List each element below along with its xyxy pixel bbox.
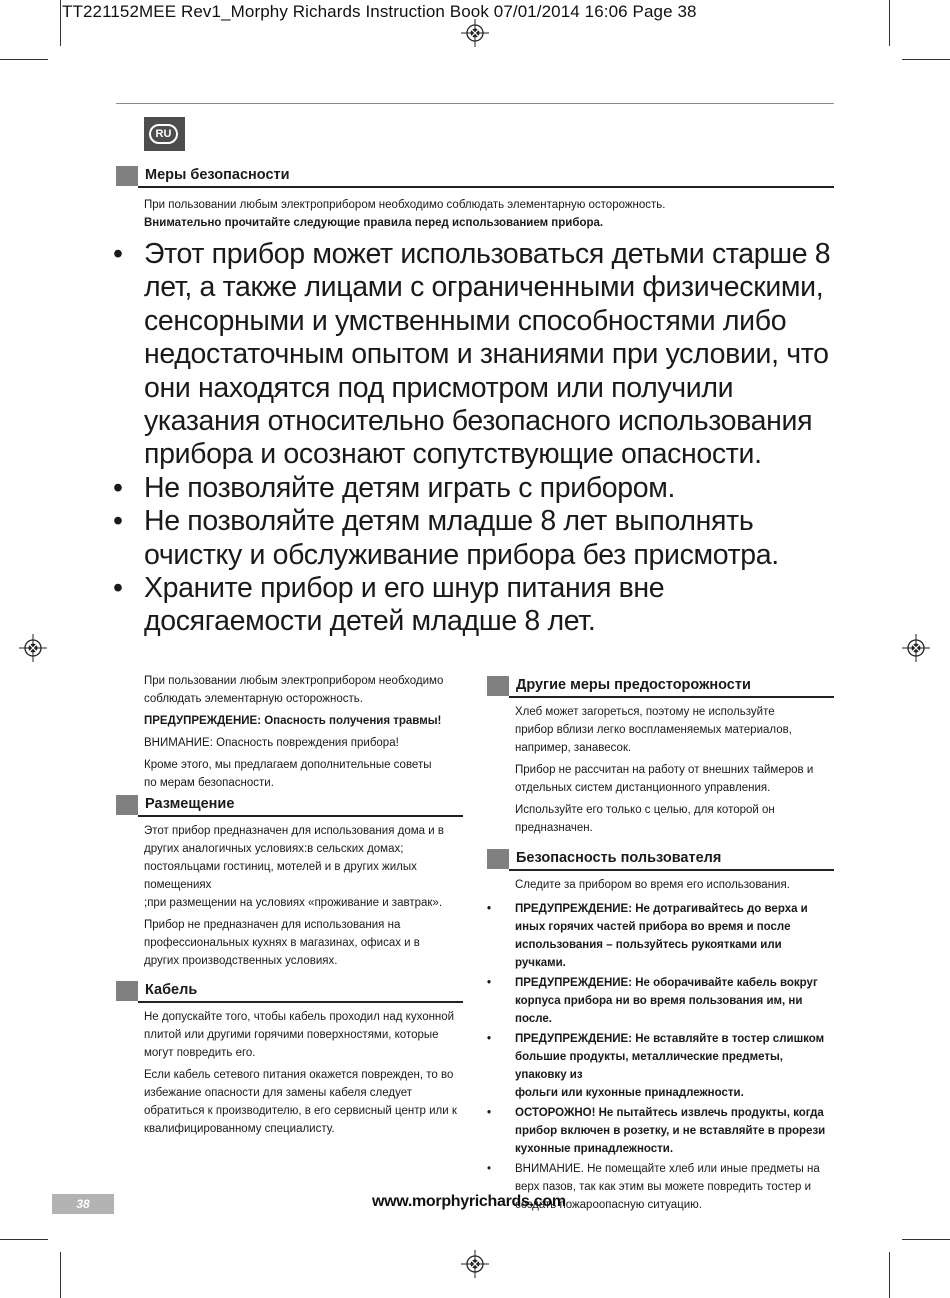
print-header: TT221152MEE Rev1_Morphy Richards Instruction Book 07/01/2014 16:06 Page 38 bbox=[62, 2, 697, 21]
registration-mark-icon bbox=[461, 1250, 489, 1278]
crop-mark bbox=[60, 0, 61, 46]
other-text: Хлеб может загореться, поэтому не используйте прибор вблизи легко воспламеняемых материалов, например, занавесок. Прибор не рассчитан на работу от внешних таймеров и отдельных систем дистанционного управления. Используйте его только с целью, для которой он предназначен. bbox=[515, 706, 814, 834]
list-item: • ОСТОРОЖНО! Не пытайтесь извлечь продукты, когда прибор включен в розетку, и не вставляйте в прорези кухонные принадлежности. bbox=[487, 1107, 826, 1155]
placement-text: Этот прибор предназначен для использования дома и в других аналогичных условиях:в сельских домах; постояльцами гостиниц, мотелей и в других жилых помещениях ;при размещении на условиях «проживание и завтрак». Прибор не предназначен для использования на профессиональных кухнях в магазинах, офисах и в других производственных условиях. bbox=[144, 825, 444, 967]
list-item: • Этот прибор может использоваться детьми старше 8 лет, а также лицами с ограниченными физическими, сенсорными и умственными способностями либо недостаточным опытом и знаниями при условии, что они находятся под присмотром или получили указания относительно безопасного использования прибора и осознают сопутствующие опасности. bbox=[113, 238, 831, 471]
language-badge: RU bbox=[144, 117, 185, 151]
section-title: Другие меры предосторожности bbox=[516, 677, 751, 693]
list-item: • ПРЕДУПРЕЖДЕНИЕ: Не вставляйте в тостер слишком большие продукты, металлические предметы, упаковку из фольги или кухонные принадлежности. bbox=[487, 1033, 825, 1099]
user-safety-intro: Следите за прибором во время его использования. bbox=[515, 879, 790, 891]
section-title: Безопасность пользователя bbox=[516, 850, 722, 866]
crop-mark bbox=[0, 59, 48, 60]
registration-mark-icon bbox=[19, 634, 47, 662]
cable-text: Не допускайте того, чтобы кабель проходил над кухонной плитой или другими горячими поверхностями, которые могут повредить его. Если кабель сетевого питания окажется поврежден, то во избежание опасности для замены кабеля следует обратиться к производителю, в его сервисный центр или к квалифицированному специалисту. bbox=[144, 1011, 457, 1135]
registration-mark-icon bbox=[902, 634, 930, 662]
section-header-cable bbox=[116, 981, 463, 1003]
list-item: • ПРЕДУПРЕЖДЕНИЕ: Не оборачивайте кабель вокруг корпуса прибора ни во время пользования им, ни после. bbox=[487, 977, 818, 1025]
website-url[interactable]: www.morphyrichards.com bbox=[372, 1193, 566, 1210]
list-item: • Не позволяйте детям младше 8 лет выполнять очистку и обслуживание прибора без присмотра. bbox=[113, 505, 779, 571]
section-header-safety bbox=[116, 166, 834, 188]
safety-intro: При пользовании любым электроприбором необходимо соблюдать элементарную осторожность. Внимательно прочитайте следующие правила перед использованием прибора. bbox=[144, 199, 666, 229]
crop-mark bbox=[889, 1252, 890, 1298]
section-title: Размещение bbox=[145, 796, 235, 812]
section-title: Кабель bbox=[145, 982, 198, 998]
crop-mark bbox=[0, 1239, 48, 1240]
left-intro: При пользовании любым электроприбором необходимо соблюдать элементарную осторожность. ПРЕДУПРЕЖДЕНИЕ: Опасность получения травмы! ВНИМАНИЕ: Опасность повреждения прибора! Кроме этого, мы предлагаем дополнительные советы по мерам безопасности. bbox=[144, 675, 444, 789]
list-item: • Не позволяйте детям играть с прибором. bbox=[113, 471, 676, 504]
section-header-other bbox=[487, 676, 834, 698]
section-title: Меры безопасности bbox=[145, 167, 290, 183]
registration-mark-icon bbox=[461, 19, 489, 47]
crop-mark bbox=[889, 0, 890, 46]
list-item: • ПРЕДУПРЕЖДЕНИЕ: Не дотрагивайтесь до верха и иных горячих частей прибора во время и после использования – пользуйтесь рукоятками или ручками. bbox=[487, 903, 808, 969]
list-item: • Храните прибор и его шнур питания вне досягаемости детей младше 8 лет. bbox=[113, 572, 665, 638]
crop-mark bbox=[902, 1239, 950, 1240]
page-number: 38 bbox=[52, 1194, 114, 1214]
top-rule bbox=[116, 103, 834, 104]
section-header-placement bbox=[116, 795, 463, 817]
list-item: • ВНИМАНИЕ. Не помещайте хлеб или иные предметы на верх пазов, так как этим вы можете повредить тостер и создать пожароопасную ситуацию. bbox=[487, 1163, 820, 1211]
crop-mark bbox=[902, 59, 950, 60]
user-safety-list bbox=[487, 900, 834, 1216]
crop-mark bbox=[60, 1252, 61, 1298]
section-header-user-safety bbox=[487, 849, 834, 871]
big-bullet-list bbox=[113, 238, 843, 639]
